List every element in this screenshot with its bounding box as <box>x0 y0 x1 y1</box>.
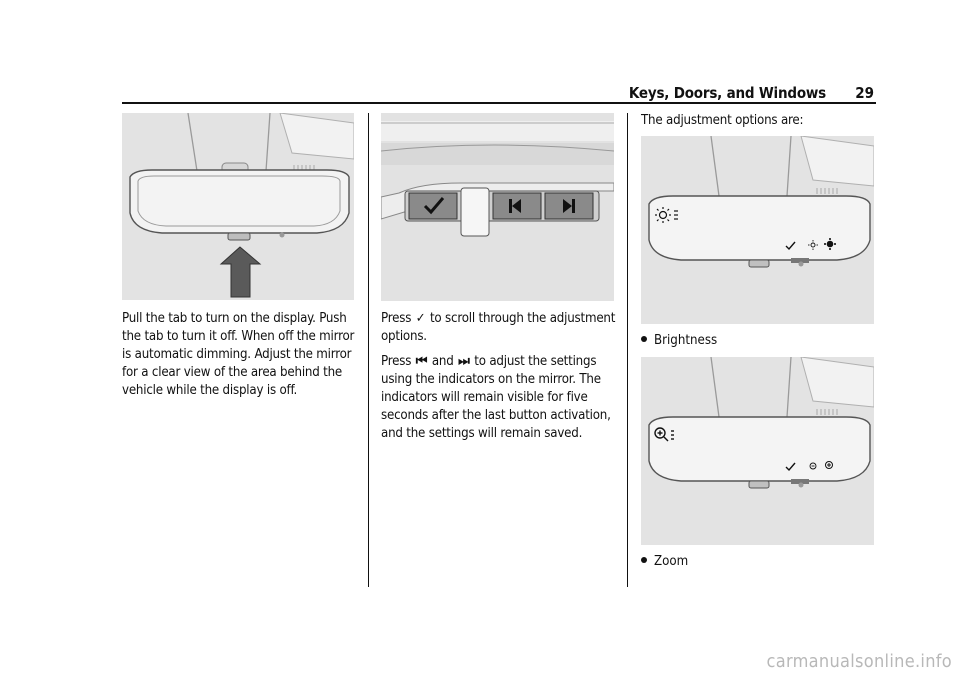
bullet-icon <box>641 336 647 342</box>
header-rule <box>122 102 876 104</box>
skip-forward-icon: ⏭ <box>458 354 470 369</box>
adjust-instruction-paragraph: Press ⏮ and ⏭ to adjust the settings using the indicators on the mirror. The indicators will remain visible for five seconds after the last button activation, and the settings will remain saved. <box>381 354 611 441</box>
list-item-zoom: Zoom <box>641 553 688 571</box>
skip-back-icon: ⏮ <box>415 354 428 369</box>
tab-instructions-paragraph: Pull the tab to turn on the display. Push the tab to turn it off. When off the mirror is automatic dimming. Adjust the mirror for a clear view of the area behind the vehicle while the display is off. <box>122 311 355 398</box>
column-1-text <box>122 310 356 407</box>
adjustment-options-intro: The adjustment options are: <box>641 113 804 128</box>
mirror-pull-tab-figure <box>122 113 354 300</box>
column-divider-1 <box>368 113 369 587</box>
skip-back-button <box>493 193 541 219</box>
checkmark-icon: ✓ <box>415 311 426 326</box>
column-2-text <box>381 310 617 450</box>
skip-forward-button <box>545 193 593 219</box>
mirror-zoom-figure <box>641 357 874 545</box>
check-button <box>409 193 457 219</box>
watermark: carmanualsonline.info <box>766 651 952 672</box>
mirror-buttons-figure <box>381 113 614 301</box>
bullet-icon <box>641 557 647 563</box>
list-item-brightness: Brightness <box>641 332 717 350</box>
mirror-brightness-figure <box>641 136 874 324</box>
section-title: Keys, Doors, and Windows <box>628 84 826 102</box>
scroll-instruction-paragraph: Press ✓ to scroll through the adjustment options. <box>381 311 616 344</box>
page-header <box>122 84 876 104</box>
column-divider-2 <box>627 113 628 587</box>
column-3-intro <box>641 112 873 137</box>
page-number: 29 <box>855 84 874 102</box>
